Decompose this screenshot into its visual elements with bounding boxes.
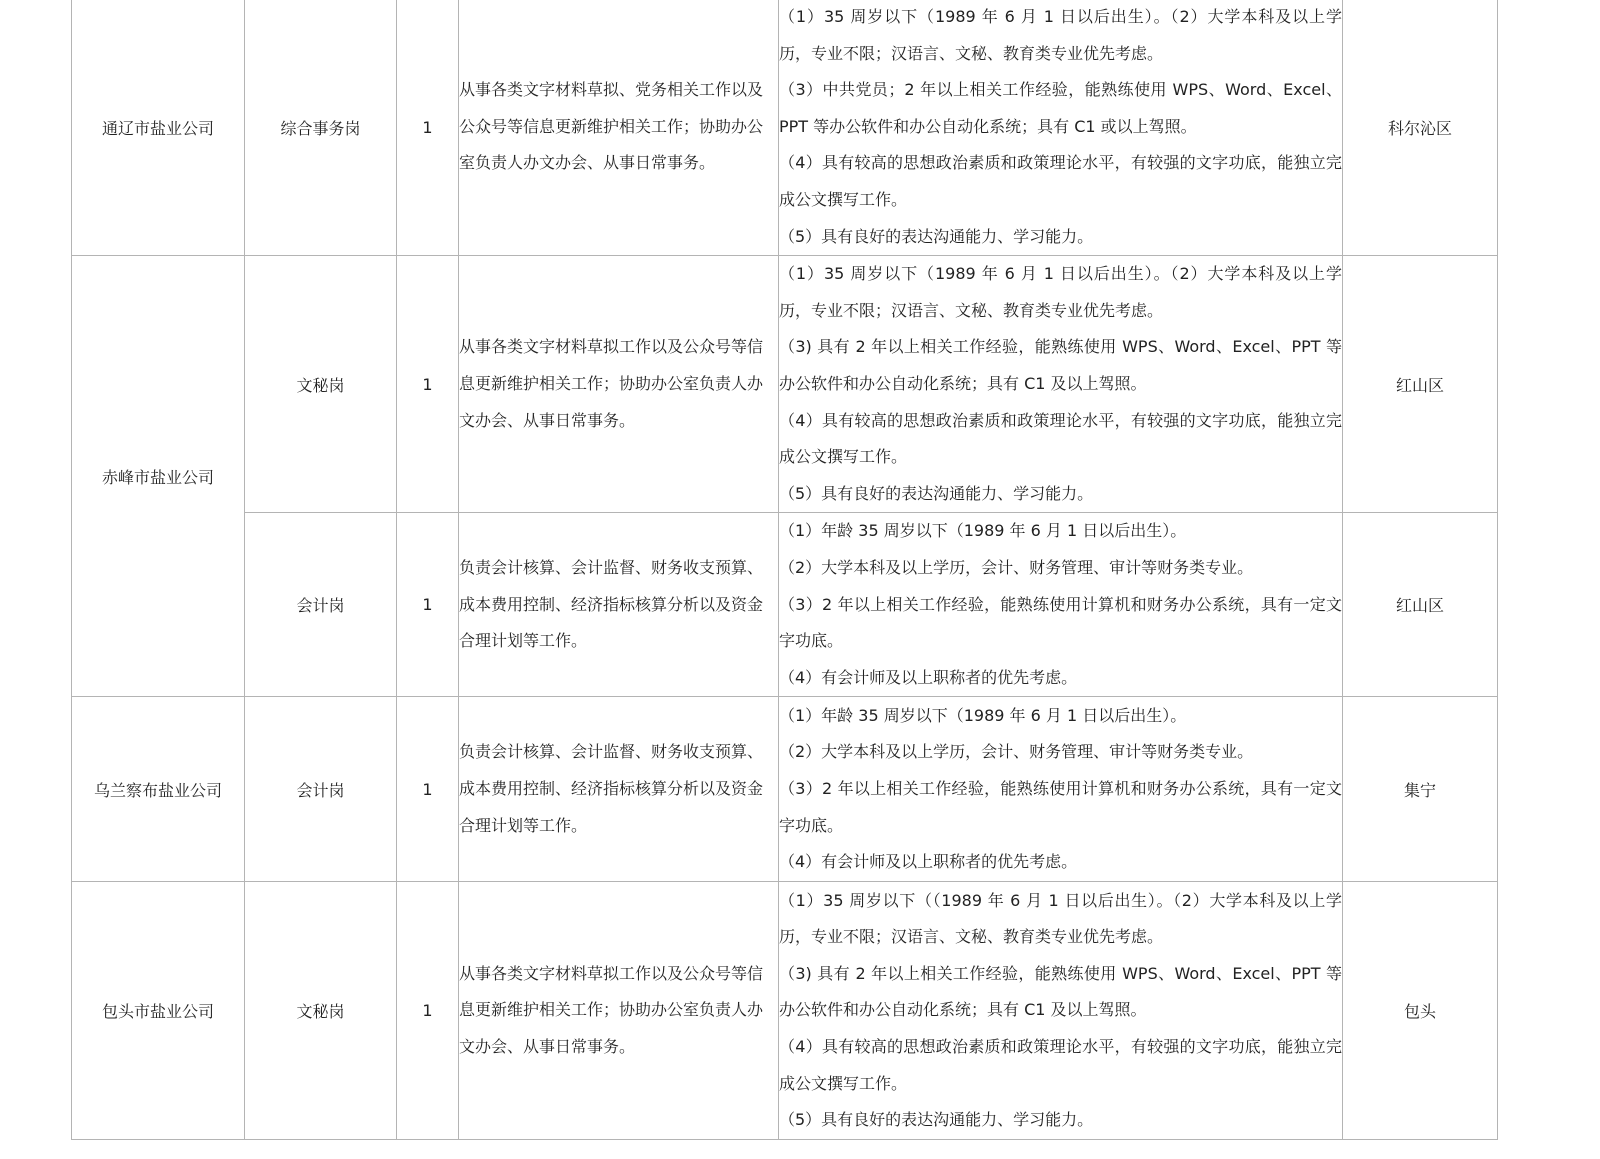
location-cell: 红山区: [1343, 513, 1498, 697]
location-cell: 科尔沁区: [1343, 0, 1498, 256]
requirement-line: （2）大学本科及以上学历，会计、财务管理、审计等财务类专业。: [779, 742, 1254, 762]
duties-cell: 负责会计核算、会计监督、财务收支预算、成本费用控制、经济指标核算分析以及资金合理计划等工作。: [459, 513, 779, 697]
duties-cell: 从事各类文字材料草拟工作以及公众号等信息更新维护相关工作；协助办公室负责人办文办会、从事日常事务。: [459, 882, 779, 1140]
requirement-line: （3）2 年以上相关工作经验，能熟练使用计算机和财务办公系统，具有一定文字功底。: [779, 594, 1342, 651]
company-cell: 通辽市盐业公司: [72, 0, 245, 256]
position-cell: 综合事务岗: [245, 0, 397, 256]
position-cell: 文秘岗: [245, 882, 397, 1140]
count-cell: 1: [397, 882, 459, 1140]
duties-cell: 从事各类文字材料草拟、党务相关工作以及公众号等信息更新维护相关工作；协助办公室负责人办文办会、从事日常事务。: [459, 0, 779, 256]
company-cell: 乌兰察布盐业公司: [72, 697, 245, 882]
position-cell: 文秘岗: [245, 256, 397, 513]
requirement-line: （1）35 周岁以下（1989 年 6 月 1 日以后出生）。（2）大学本科及以上学历，专业不限；汉语言、文秘、教育类专业优先考虑。: [779, 7, 1342, 63]
requirement-line: （3）中共党员；2 年以上相关工作经验，能熟练使用 WPS、Word、Excel、PPT 等办公软件和办公自动化系统；具有 C1 或以上驾照。: [779, 80, 1342, 136]
duties-cell: 从事各类文字材料草拟工作以及公众号等信息更新维护相关工作；协助办公室负责人办文办会、从事日常事务。: [459, 256, 779, 513]
requirements-cell: [779, 256, 1343, 513]
requirement-line: （5）具有良好的表达沟通能力、学习能力。: [779, 483, 1094, 503]
requirement-line: （4）有会计师及以上职称者的优先考虑。: [779, 667, 1078, 687]
requirement-line: （4）具有较高的思想政治素质和政策理论水平，有较强的文字功底，能独立完成公文撰写工作。: [779, 153, 1342, 209]
table-row: [72, 256, 1498, 513]
company-cell: 包头市盐业公司: [72, 882, 245, 1140]
requirement-line: （3) 具有 2 年以上相关工作经验，能熟练使用 WPS、Word、Excel、PPT 等办公软件和办公自动化系统；具有 C1 及以上驾照。: [779, 963, 1342, 1020]
requirement-line: （3）2 年以上相关工作经验，能熟练使用计算机和财务办公系统，具有一定文字功底。: [779, 778, 1342, 835]
table-row: [72, 697, 1498, 882]
requirement-line: （5）具有良好的表达沟通能力、学习能力。: [779, 226, 1094, 246]
requirement-line: （2）大学本科及以上学历，会计、财务管理、审计等财务类专业。: [779, 557, 1254, 577]
location-cell: 红山区: [1343, 256, 1498, 513]
position-cell: 会计岗: [245, 513, 397, 697]
requirement-line: （4）具有较高的思想政治素质和政策理论水平，有较强的文字功底，能独立完成公文撰写工作。: [779, 1037, 1342, 1093]
table-row: [72, 513, 1498, 697]
table-row: [72, 0, 1498, 256]
count-cell: 1: [397, 697, 459, 882]
table-row: [72, 882, 1498, 1140]
location-cell: 集宁: [1343, 697, 1498, 882]
job-table: [71, 0, 1498, 1140]
requirements-cell: [779, 513, 1343, 697]
requirement-line: （1）35 周岁以下（1989 年 6 月 1 日以后出生）。（2）大学本科及以上学历，专业不限；汉语言、文秘、教育类专业优先考虑。: [779, 264, 1342, 320]
count-cell: 1: [397, 256, 459, 513]
duties-cell: 负责会计核算、会计监督、财务收支预算、成本费用控制、经济指标核算分析以及资金合理计划等工作。: [459, 697, 779, 882]
requirement-line: （4）有会计师及以上职称者的优先考虑。: [779, 852, 1078, 872]
count-cell: 1: [397, 513, 459, 697]
requirements-cell: [779, 0, 1343, 256]
requirement-line: （1）年龄 35 周岁以下（1989 年 6 月 1 日以后出生）。: [779, 521, 1187, 541]
requirement-line: （1）年龄 35 周岁以下（1989 年 6 月 1 日以后出生）。: [779, 705, 1187, 725]
company-cell: 赤峰市盐业公司: [72, 256, 245, 697]
location-cell: 包头: [1343, 882, 1498, 1140]
position-cell: 会计岗: [245, 697, 397, 882]
requirement-line: （1）35 周岁以下（（1989 年 6 月 1 日以后出生）。（2）大学本科及以上学历，专业不限；汉语言、文秘、教育类专业优先考虑。: [779, 890, 1342, 947]
count-cell: 1: [397, 0, 459, 256]
requirements-cell: [779, 882, 1343, 1140]
requirement-line: （3) 具有 2 年以上相关工作经验，能熟练使用 WPS、Word、Excel、PPT 等办公软件和办公自动化系统；具有 C1 及以上驾照。: [779, 337, 1342, 393]
requirement-line: （5）具有良好的表达沟通能力、学习能力。: [779, 1110, 1094, 1130]
requirements-cell: [779, 697, 1343, 882]
requirement-line: （4）具有较高的思想政治素质和政策理论水平，有较强的文字功底，能独立完成公文撰写工作。: [779, 410, 1342, 467]
